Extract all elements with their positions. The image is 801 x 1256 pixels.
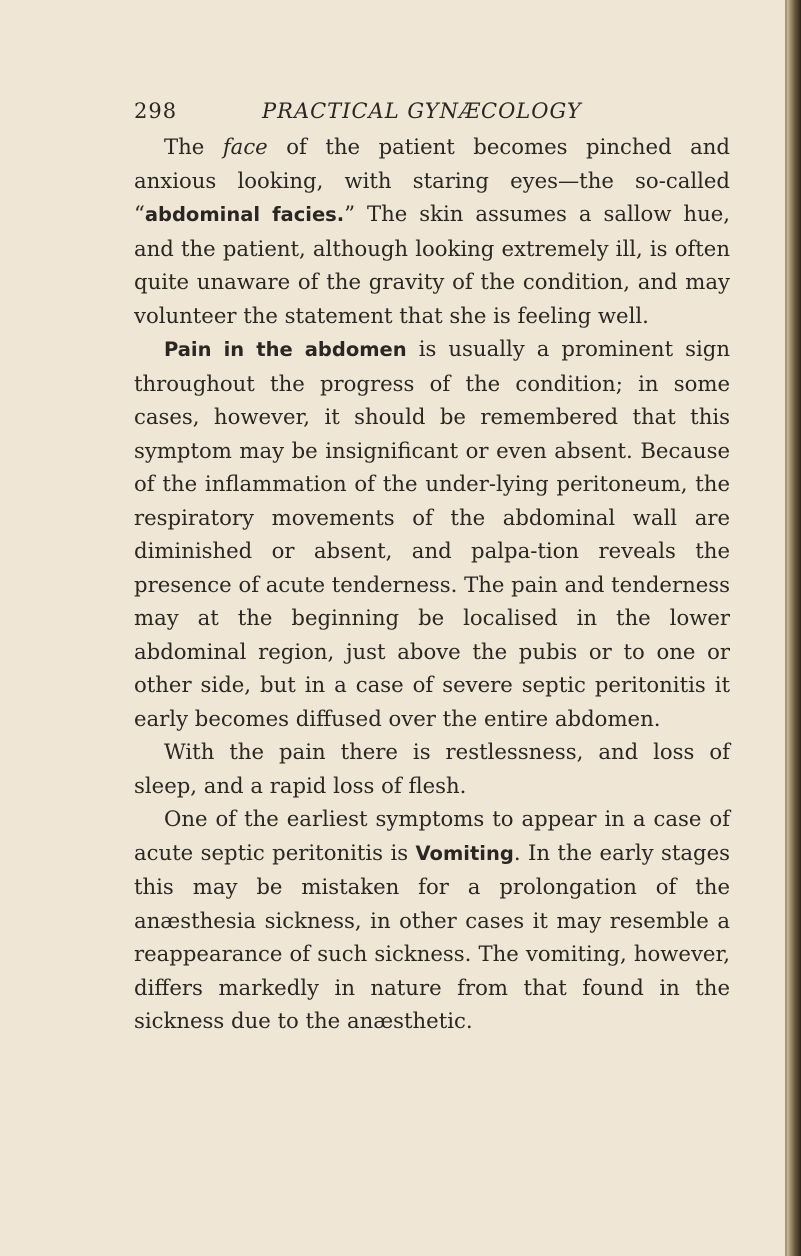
paragraph-restlessness: With the pain there is restlessness, and loss of sleep, and a rapid loss of flesh. — [134, 739, 730, 798]
paragraph-facies: The face of the patient becomes pinched and anxious looking, with staring eyes—the so-called “abdominal facies.” The skin assumes a sallow hue, and the patient, although looking extremely ill, is often quite unaware of the gravity of the condition, and may volunteer the statement that she is feeling well. — [134, 134, 730, 328]
emphasis-face: face — [222, 134, 268, 159]
page-edge-line — [785, 0, 787, 1256]
term-abdominal-facies: abdominal facies. — [144, 203, 345, 226]
running-title: PRACTICAL GYNÆCOLOGY — [262, 99, 582, 123]
paragraph-vomiting: One of the earliest symptoms to appear in a case of acute septic peritonitis is Vomiting. In the early stages this may be mistaken for a prolongation of the anæsthesia sickness, in other cases it may resemble a reappearance of such sickness. The vomiting, however, differs markedly in nature from that found in the sickness due to the anæsthetic. — [134, 806, 730, 1033]
book-binding-edge — [787, 0, 801, 1256]
term-vomiting: Vomiting — [415, 841, 514, 865]
term-pain-in-abdomen: Pain in the abdomen — [164, 338, 407, 361]
running-head — [134, 94, 734, 128]
paragraph-pain: Pain in the abdomen is usually a prominent sign throughout the progress of the condition; in some cases, however, it should be remembered that this symptom may be insignificant or even absent. Because of the inflammation of the under-lying peritoneum, the respiratory movements of the abdominal wall are diminished or absent, and palpa-tion reveals the presence of acute tenderness. The pain and tenderness may at the beginning be localised in the lower abdominal region, just above the pubis or to one or other side, but in a case of severe septic peritonitis it early becomes diffused over the entire abdomen. — [134, 336, 730, 731]
page-number: 298 — [134, 99, 178, 123]
body-text — [134, 130, 730, 1038]
